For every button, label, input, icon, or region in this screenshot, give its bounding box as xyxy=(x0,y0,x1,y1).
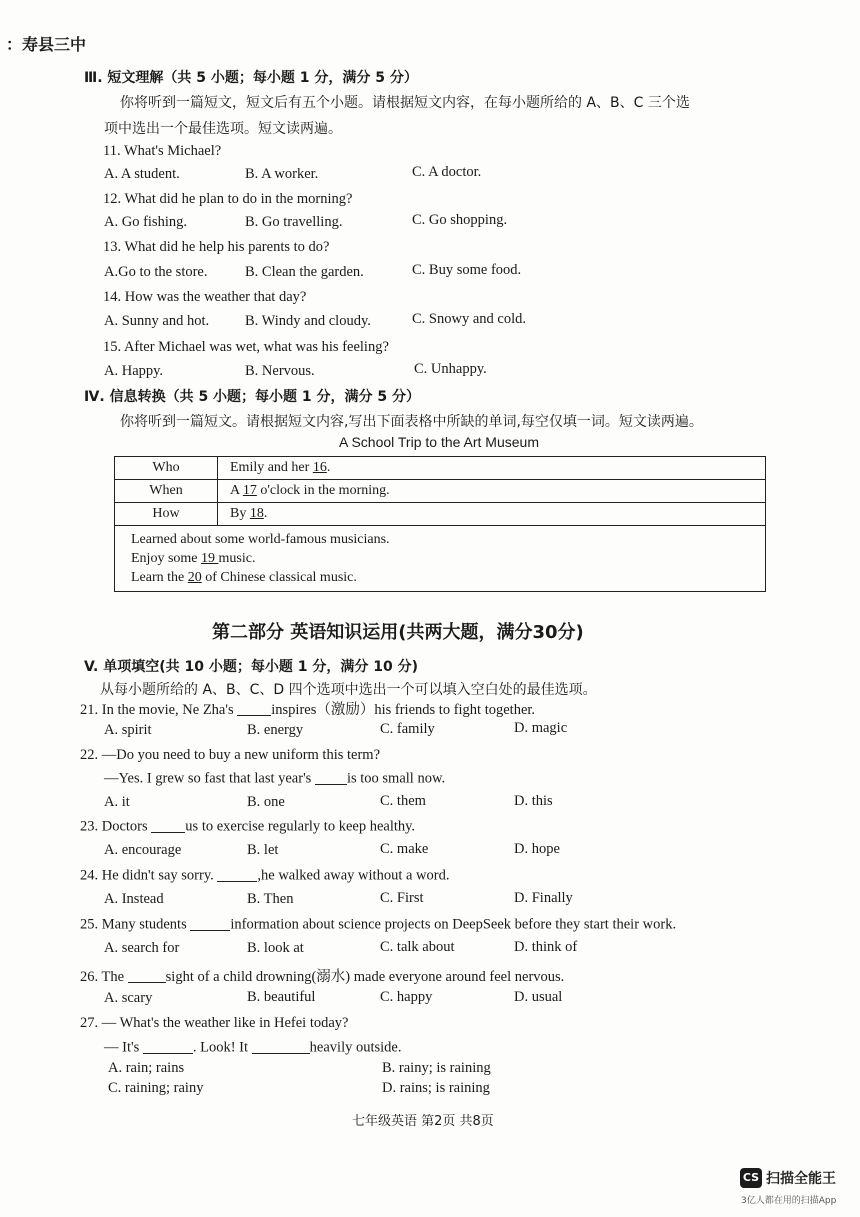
row-label-when: When xyxy=(115,480,218,503)
page-number: 七年级英语 第2页 共8页 xyxy=(352,1114,494,1129)
table-row xyxy=(115,526,766,592)
row-value-who xyxy=(218,457,766,480)
question-text: 23. Doctors xyxy=(80,818,152,835)
blank-20: 20 xyxy=(187,570,202,585)
question-26 xyxy=(80,965,564,986)
q22-option-c: C. them xyxy=(380,793,426,809)
question-text: . Look! It xyxy=(192,1039,252,1056)
note-text: Enjoy some xyxy=(131,551,201,566)
notes-cell xyxy=(115,526,766,592)
note-text: music. xyxy=(218,551,256,566)
question-text: sight of a child drowning(溺水) made everyone around feel nervous. xyxy=(165,969,565,985)
section-3-instruction-2: 项中选出一个最佳选项。短文读两遍。 xyxy=(104,121,342,137)
answer-blank xyxy=(217,866,257,882)
section-3-instruction-1: 你将听到一篇短文，短文后有五个小题。请根据短文内容，在每小题所给的 A、B、C 三个选 xyxy=(120,95,690,111)
q23-option-a: A. encourage xyxy=(104,842,182,858)
q24-option-a: A. Instead xyxy=(104,891,164,907)
note-2 xyxy=(131,549,765,568)
q22-option-a: A. it xyxy=(104,794,130,810)
question-22-line-2 xyxy=(104,769,445,788)
section-5-instruction: 从每小题所给的 A、B、C、D 四个选项中选出一个可以填入空白处的最佳选项。 xyxy=(100,682,597,698)
q25-option-a: A. search for xyxy=(104,940,180,956)
q11-option-c: C. A doctor. xyxy=(412,164,482,180)
q26-option-b: B. beautiful xyxy=(247,989,316,1005)
q12-option-a: A. Go fishing. xyxy=(104,214,187,230)
row-text: . xyxy=(326,460,331,475)
q25-option-d: D. think of xyxy=(514,939,578,955)
section-5-title: V. 单项填空(共 10 小题；每小题 1 分，满分 10 分) xyxy=(84,659,418,675)
section-4-instruction: 你将听到一篇短文。请根据短文内容,写出下面表格中所缺的单词,每空仅填一词。短文读两遍。 xyxy=(120,414,703,430)
answer-blank xyxy=(128,968,166,984)
answer-blank xyxy=(143,1038,193,1054)
section-3-title: Ⅲ. 短文理解（共 5 小题；每小题 1 分，满分 5 分） xyxy=(84,70,418,86)
row-text: By xyxy=(230,506,250,521)
table-row xyxy=(115,503,766,526)
question-13: 13. What did he help his parents to do? xyxy=(103,239,330,255)
answer-blank xyxy=(237,701,271,717)
row-label-how: How xyxy=(115,503,218,526)
question-25 xyxy=(80,915,676,934)
row-text: Emily and her xyxy=(230,460,313,475)
note-text: Learn the xyxy=(131,570,188,585)
q24-option-d: D. Finally xyxy=(514,890,573,906)
note-1: Learned about some world-famous musicians. xyxy=(131,532,390,547)
q21-option-c: C. family xyxy=(380,721,435,737)
question-23 xyxy=(80,817,415,836)
q25-option-b: B. look at xyxy=(247,940,304,956)
q23-option-d: D. hope xyxy=(514,841,560,857)
question-27: 27. — What's the weather like in Hefei today? xyxy=(80,1015,349,1031)
question-text: 24. He didn't say sorry. xyxy=(80,867,218,884)
q25-option-c: C. talk about xyxy=(380,939,455,955)
q22-option-b: B. one xyxy=(247,794,285,810)
row-label-who: Who xyxy=(115,457,218,480)
table-row xyxy=(115,480,766,503)
q21-option-b: B. energy xyxy=(247,722,304,738)
q12-option-b: B. Go travelling. xyxy=(245,214,343,230)
q22-option-d: D. this xyxy=(514,793,553,809)
q23-option-b: B. let xyxy=(247,842,279,858)
question-21 xyxy=(80,698,535,719)
q11-option-a: A. A student. xyxy=(104,166,180,182)
question-text: 26. The xyxy=(80,969,128,985)
q13-option-c: C. Buy some food. xyxy=(412,262,522,278)
question-text: us to exercise regularly to keep healthy. xyxy=(185,818,416,835)
q27-option-c: C. raining; rainy xyxy=(108,1080,204,1096)
q24-option-c: C. First xyxy=(380,890,424,906)
q14-option-b: B. Windy and cloudy. xyxy=(245,313,371,329)
q14-option-c: C. Snowy and cold. xyxy=(412,311,526,327)
q14-option-a: A. Sunny and hot. xyxy=(104,313,210,329)
question-text: heavily outside. xyxy=(309,1039,402,1056)
question-text: inspires（激励）his friends to fight together. xyxy=(271,702,536,718)
q15-option-c: C. Unhappy. xyxy=(414,361,487,377)
question-text: 25. Many students xyxy=(80,916,191,933)
table-row xyxy=(115,457,766,480)
blank-19: 19 xyxy=(201,551,219,566)
question-text: information about science projects on DeepSeek before they start their work. xyxy=(230,916,677,933)
q24-option-b: B. Then xyxy=(247,891,294,907)
q11-option-b: B. A worker. xyxy=(245,166,319,182)
q27-option-d: D. rains; is raining xyxy=(382,1080,490,1096)
q26-option-d: D. usual xyxy=(514,989,563,1005)
row-text: o'clock in the morning. xyxy=(256,483,390,498)
q23-option-c: C. make xyxy=(380,841,429,857)
question-text: ,he walked away without a word. xyxy=(257,867,450,884)
question-11: 11. What's Michael? xyxy=(103,143,222,159)
q15-option-a: A. Happy. xyxy=(104,363,164,379)
q13-option-b: B. Clean the garden. xyxy=(245,264,364,280)
q12-option-c: C. Go shopping. xyxy=(412,212,508,228)
row-value-when xyxy=(218,480,766,503)
answer-blank xyxy=(315,769,347,785)
info-table xyxy=(114,456,766,592)
school-name: ：寿县三中 xyxy=(6,35,87,54)
question-text: 21. In the movie, Ne Zha's xyxy=(80,702,238,718)
scanner-tagline: 3亿人都在用的扫描App xyxy=(741,1196,837,1206)
blank-18: 18 xyxy=(249,506,264,521)
q13-option-a: A.Go to the store. xyxy=(104,264,208,280)
q21-option-d: D. magic xyxy=(514,720,568,736)
note-3 xyxy=(131,568,765,587)
note-text: of Chinese classical music. xyxy=(201,570,357,585)
q27-option-a: A. rain; rains xyxy=(108,1060,185,1076)
table-title: A School Trip to the Art Museum xyxy=(339,434,539,450)
question-22: 22. —Do you need to buy a new uniform this term? xyxy=(80,747,381,763)
q26-option-a: A. scary xyxy=(104,990,153,1006)
question-12: 12. What did he plan to do in the morning? xyxy=(103,191,353,207)
row-text: . xyxy=(263,506,268,521)
q15-option-b: B. Nervous. xyxy=(245,363,315,379)
scanner-app-name: 扫描全能王 xyxy=(766,1171,836,1187)
question-27-line-2 xyxy=(104,1038,402,1057)
question-14: 14. How was the weather that day? xyxy=(103,289,307,305)
section-4-title: Ⅳ. 信息转换（共 5 小题；每小题 1 分，满分 5 分） xyxy=(84,389,421,405)
answer-blank xyxy=(252,1038,310,1054)
question-text: is too small now. xyxy=(346,770,446,787)
question-text: — It's xyxy=(104,1039,143,1056)
blank-16: 16 xyxy=(312,460,327,475)
camscanner-logo-icon: CS xyxy=(740,1168,762,1188)
answer-blank xyxy=(151,817,185,833)
row-value-how xyxy=(218,503,766,526)
answer-blank xyxy=(190,915,230,931)
q21-option-a: A. spirit xyxy=(104,722,152,738)
question-24 xyxy=(80,866,449,885)
q27-option-b: B. rainy; is raining xyxy=(382,1060,491,1076)
row-text: A xyxy=(230,483,243,498)
q26-option-c: C. happy xyxy=(380,989,433,1005)
question-text: —Yes. I grew so fast that last year's xyxy=(104,770,315,787)
question-15: 15. After Michael was wet, what was his feeling? xyxy=(103,339,389,355)
part-2-title: 第二部分 英语知识运用(共两大题，满分30分) xyxy=(212,622,584,643)
blank-17: 17 xyxy=(242,483,257,498)
